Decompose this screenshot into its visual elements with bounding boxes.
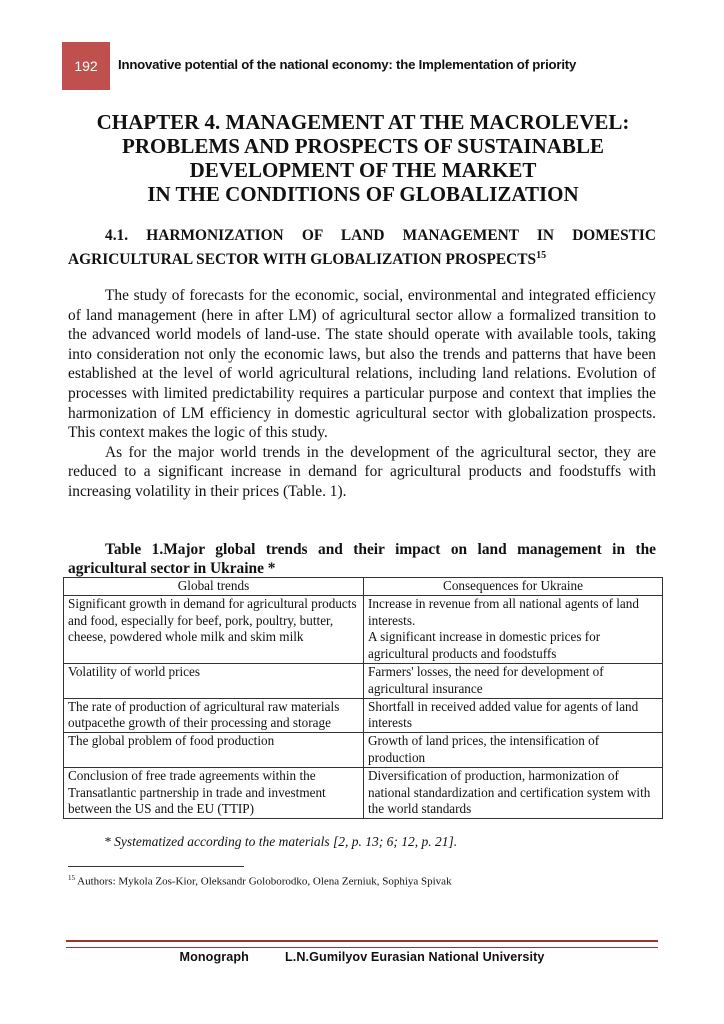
table-row — [64, 733, 663, 768]
table-row — [64, 663, 663, 698]
section-title-line1: 4.1. HARMONIZATION OF LAND MANAGEMENT IN DOMESTIC — [105, 227, 656, 244]
footnote-text: Authors: Mykola Zos-Kior, Oleksandr Goloborodko, Olena Zerniuk, Sophiya Spivak — [75, 875, 452, 888]
paragraph: The study of forecasts for the economic, social, environmental and integrated efficiency of land management (here in after LM) of agricultural sector allow a formalized transition to the advanced world models of land-use. The state should operate with available tools, taking into consideration not only the economic laws, but also the trends and patterns that have been established at the level of world agricultural relations, including land relations. Evolution of processes with limited predictability requires a particular purpose and context that implies the harmonization of LM efficiency in domestic agricultural sector with globalization prospects. This context makes the logic of this study. — [68, 287, 656, 442]
table-note: * Systematized according to the materials [2, p. 13; 6; 12, p. 21]. — [104, 834, 458, 849]
footer-monograph: Monograph — [179, 950, 249, 964]
chapter-title-line: DEVELOPMENT OF THE MARKET — [189, 158, 537, 182]
chapter-title-line: IN THE CONDITIONS OF GLOBALIZATION — [147, 182, 579, 206]
body-text — [68, 286, 656, 502]
consequence-cell: Shortfall in received added value for agents of land interests — [364, 698, 663, 733]
section-title-line2: AGRICULTURAL SECTOR WITH GLOBALIZATION PROSPECTS — [68, 251, 537, 269]
consequence-cell: Diversification of production, harmonization of national standardization and certification system with the world standards — [364, 767, 663, 818]
section-title — [68, 226, 656, 270]
trend-cell: Conclusion of free trade agreements within the Transatlantic partnership in trade and investment between the US and the EU (TTIP) — [64, 767, 364, 818]
trend-cell: The global problem of food production — [64, 733, 364, 768]
trends-table — [63, 577, 663, 819]
trend-cell: Significant growth in demand for agricultural products and food, especially for beef, pork, poultry, butter, cheese, powdered whole milk and skim milk — [64, 595, 364, 663]
table-row — [64, 767, 663, 818]
consequence-cell: Growth of land prices, the intensification of production — [364, 733, 663, 768]
table-row — [64, 698, 663, 733]
footnote-reference[interactable]: 15 — [536, 250, 547, 261]
table-header-row — [64, 578, 663, 596]
trend-cell: The rate of production of agricultural raw materials outpacethe growth of their processing and storage — [64, 698, 364, 733]
running-header: Innovative potential of the national economy: the Implementation of priority — [118, 57, 577, 72]
chapter-title-line: PROBLEMS AND PROSPECTS OF SUSTAINABLE — [122, 134, 604, 158]
column-header: Global trends — [64, 578, 364, 596]
paragraph: As for the major world trends in the development of the agricultural sector, they are reduced to a significant increase in demand for agricultural products and foodstuffs with increasing volatility in their prices (Table. 1). — [68, 443, 656, 500]
column-header: Consequences for Ukraine — [364, 578, 663, 596]
consequence-text: Increase in revenue from all national agents of land interests. — [368, 595, 639, 628]
consequence-cell — [364, 595, 663, 663]
page-number-badge: 192 — [62, 42, 110, 90]
chapter-title — [68, 110, 658, 206]
table-caption — [68, 540, 656, 578]
trend-cell: Volatility of world prices — [64, 663, 364, 698]
page-footer — [66, 950, 658, 964]
footnote-number: 15 — [68, 874, 75, 882]
consequence-text: A significant increase in domestic prices for agricultural products and foodstuffs — [368, 629, 601, 662]
chapter-title-line: CHAPTER 4. MANAGEMENT AT THE MACROLEVEL: — [96, 110, 630, 134]
table-caption-line1: Table 1.Major global trends and their impact on land management in the — [105, 541, 656, 558]
table-caption-line2: agricultural sector in Ukraine * — [68, 560, 276, 577]
footer-university: L.N.Gumilyov Eurasian National University — [284, 950, 545, 964]
consequence-cell: Farmers' losses, the need for development of agricultural insurance — [364, 663, 663, 698]
footnote — [68, 874, 656, 888]
table-row — [64, 595, 663, 663]
footnote-divider — [68, 866, 244, 867]
footer-divider — [66, 940, 658, 948]
